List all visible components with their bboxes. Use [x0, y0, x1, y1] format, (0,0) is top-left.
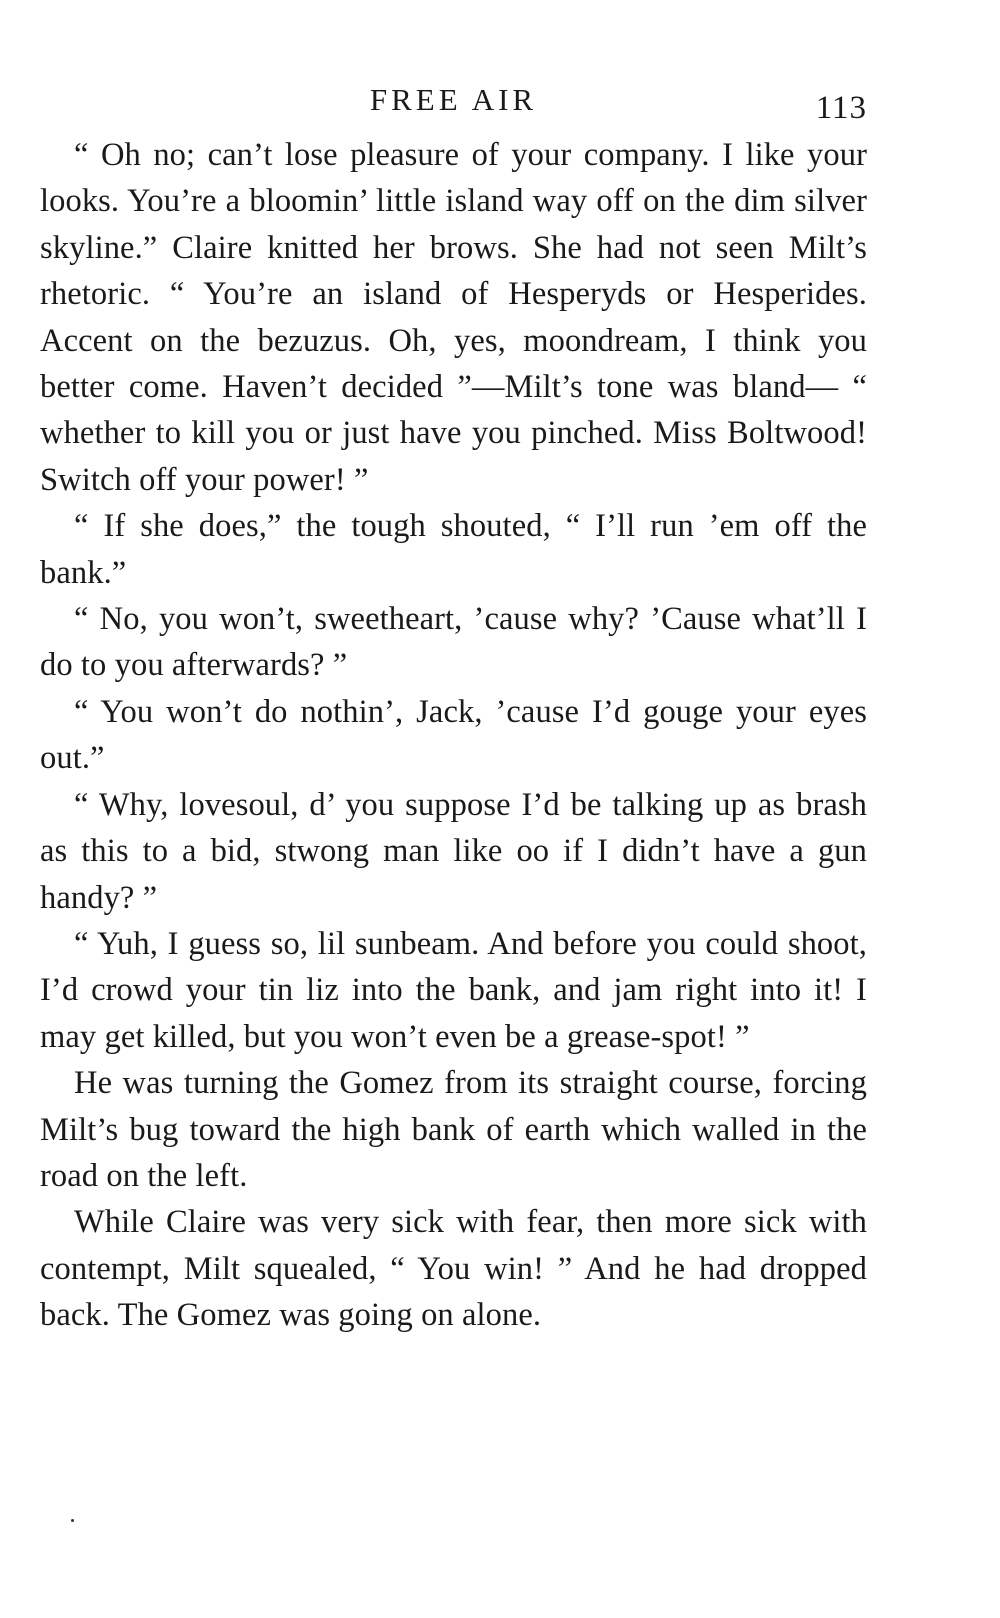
book-page — [40, 76, 867, 1339]
ink-speck — [71, 1519, 74, 1522]
paragraph: He was turning the Gomez from its straight course, forcing Milt’s bug toward the high bank of earth which walled in the road on the left. — [40, 1065, 867, 1194]
paragraph: “ Why, lovesoul, d’ you suppose I’d be talking up as brash as this to a bid, stwong man like oo if I didn’t have a gun handy? ” — [40, 786, 867, 916]
body-text — [40, 132, 867, 1339]
running-title: FREE AIR — [369, 82, 538, 117]
page-header — [40, 76, 867, 132]
paragraph: While Claire was very sick with fear, then more sick with contempt, Milt squealed, “ You win! ” And he had dropped back. The Gomez was going on alone. — [40, 1204, 867, 1334]
page-number: 113 — [815, 90, 867, 126]
paragraph: “ Yuh, I guess so, lil sunbeam. And before you could shoot, I’d crowd your tin liz into the bank, and jam right into it! I may get killed, but you won’t even be a grease-spot! ” — [40, 925, 867, 1055]
paragraph: “ You won’t do nothin’, Jack, ’cause I’d gouge your eyes out.” — [40, 693, 867, 777]
paragraph: “ If she does,” the tough shouted, “ I’ll run ’em off the bank.” — [40, 508, 867, 591]
paragraph: “ Oh no; can’t lose pleasure of your company. I like your looks. You’re a bloomin’ little island way off on the dim silver skyline.” Claire knitted her brows. She had not seen Milt’s rhetoric. “ You’re an island of Hesperyds or Hesperides. Accent on the bezuzus. Oh, yes, moondream, I think you better come. Haven’t decided ”—Milt’s tone was bland— “ whether to kill you or just have you pinched. Miss Boltwood! Switch off your power! ” — [40, 137, 867, 498]
paragraph: “ No, you won’t, sweetheart, ’cause why? ’Cause what’ll I do to you afterwards? ” — [40, 601, 867, 684]
